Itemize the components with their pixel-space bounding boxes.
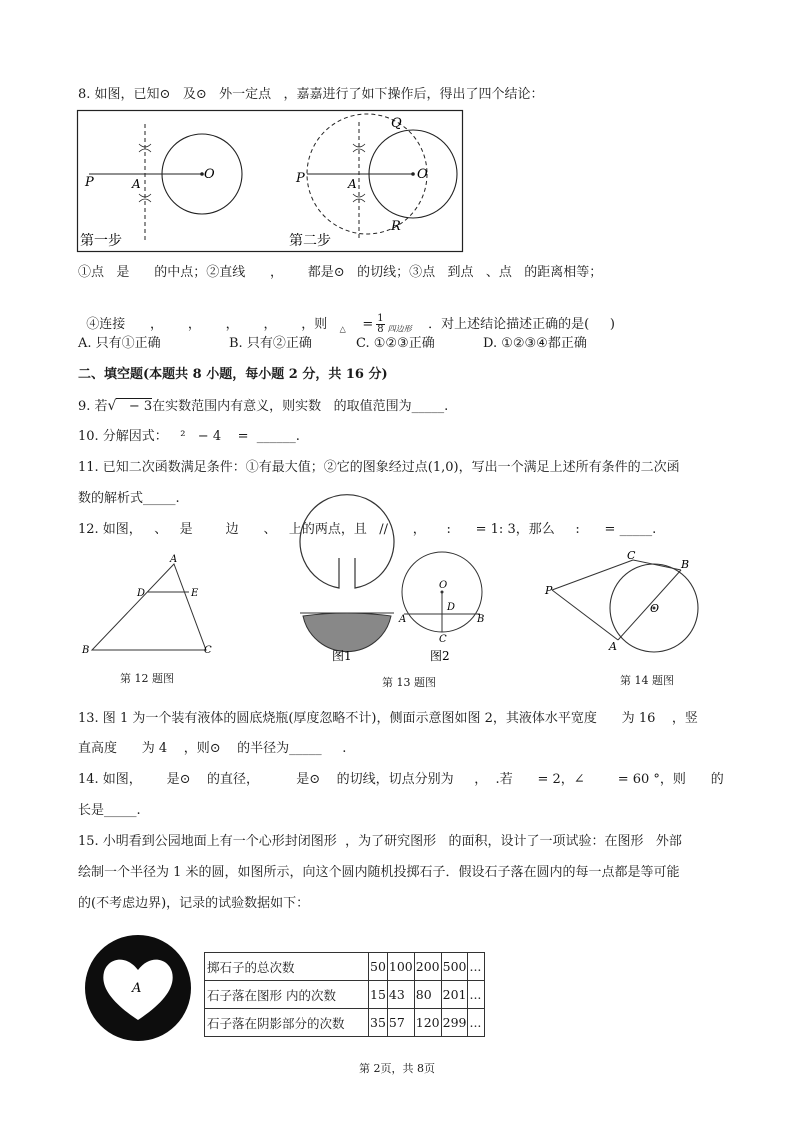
question-15-line-2: 绘制一个半径为 1 米的圆，如图所示，向这个圆内随机投掷石子．假设石子落在圆内的每一点都是等可能 bbox=[78, 865, 680, 880]
q9-suffix: 在实数范围内有意义，则实数 的取值范围为_____. bbox=[152, 399, 449, 414]
table-row-label: 石子落在阴影部分的次数 bbox=[205, 1009, 369, 1037]
figure-12 bbox=[78, 552, 218, 660]
fig14-label-P: P bbox=[545, 584, 553, 597]
fig8-left-caption: 第一步 bbox=[80, 233, 122, 249]
quadrilateral-subscript: 四边形 bbox=[387, 324, 412, 334]
conclusion-4-text: ④连接 ， ， ， ， ，则 bbox=[86, 317, 340, 332]
question-14-line-2: 长是_____. bbox=[78, 803, 141, 818]
question-11-line-2: 数的解析式_____. bbox=[78, 491, 180, 506]
fig12-label-E: E bbox=[191, 588, 199, 599]
table-cell: 201 bbox=[441, 981, 468, 1009]
question-13-line-2: 直高度 为 4 ，则⊙ 的半径为_____ . bbox=[78, 741, 347, 756]
table-cell: 200 bbox=[414, 953, 441, 981]
fig12-caption: 第 12 题图 bbox=[120, 672, 174, 685]
table-cell: 80 bbox=[414, 981, 441, 1009]
fraction-one-eighth: $\frac{1}{8}$ bbox=[377, 313, 384, 335]
table-cell: 120 bbox=[414, 1009, 441, 1037]
fig8-right-caption: 第二步 bbox=[289, 233, 331, 249]
table-cell: 57 bbox=[387, 1009, 414, 1037]
option-d[interactable]: D. ①②③④都正确 bbox=[483, 336, 587, 351]
question-11-line-1: 11. 已知二次函数满足条件：①有最大值；②它的图象经过点(1,0)，写出一个满足上述所有条件的二次函 bbox=[78, 460, 680, 475]
fig8-right-label-Q: Q bbox=[391, 116, 402, 131]
fig14-label-A: A bbox=[609, 640, 617, 653]
table-cell: 500 bbox=[441, 953, 468, 981]
fig13-label-C: C bbox=[439, 634, 447, 645]
fig13-label-A: A bbox=[399, 614, 407, 625]
figure-15-heart-circle bbox=[84, 934, 192, 1042]
fig14-caption: 第 14 题图 bbox=[620, 674, 674, 687]
fig8-right-label-P: P bbox=[296, 171, 305, 186]
fig8-right-label-O: O bbox=[417, 167, 428, 182]
fig14-label-C: C bbox=[627, 549, 636, 562]
table-cell: ... bbox=[468, 1009, 485, 1037]
q9-prefix: 9. 若 bbox=[78, 399, 108, 414]
table-row bbox=[205, 1009, 485, 1037]
question-8-stem: 8. 如图，已知⊙ 及⊙ 外一定点 ，嘉嘉进行了如下操作后，得出了四个结论： bbox=[78, 87, 544, 102]
table-row bbox=[205, 953, 485, 981]
table-row-label: 掷石子的总次数 bbox=[205, 953, 369, 981]
triangle-symbol: △ bbox=[339, 324, 346, 334]
fig14-label-B: B bbox=[681, 558, 690, 571]
figure-13 bbox=[292, 552, 492, 664]
table-cell: 35 bbox=[369, 1009, 388, 1037]
fig13-label-B: B bbox=[477, 614, 485, 625]
fig8-left-label-A: A bbox=[132, 177, 141, 191]
option-b[interactable]: B. 只有②正确 bbox=[229, 336, 312, 351]
q9-radicand: − 3 bbox=[116, 399, 153, 414]
table-row bbox=[205, 981, 485, 1009]
question-15-line-3: 的(不考虑边界)，记录的试验数据如下： bbox=[78, 896, 310, 911]
fig14-label-O: O bbox=[650, 602, 660, 615]
table-cell: 299 bbox=[441, 1009, 468, 1037]
fig8-left-label-P: P bbox=[85, 175, 94, 190]
question-10: 10. 分解因式： ² − 4 = ______. bbox=[78, 429, 300, 444]
question-14-line-1: 14. 如图， 是⊙ 的直径， 是⊙ 的切线，切点分别为 ， .若 = 2，∠ = 60 °，则 的 bbox=[78, 772, 724, 787]
fig8-left-label-O: O bbox=[204, 167, 215, 182]
question-8-figure bbox=[77, 110, 463, 252]
table-cell: 100 bbox=[387, 953, 414, 981]
table-cell: 50 bbox=[369, 953, 388, 981]
fig13-label-O: O bbox=[439, 580, 448, 591]
section-title-fill-in: 二、填空题(本题共 8 小题，每小题 2 分，共 16 分) bbox=[78, 367, 388, 382]
equals-sign: = bbox=[362, 317, 374, 332]
option-a[interactable]: A. 只有①正确 bbox=[78, 336, 161, 351]
fig12-label-A: A bbox=[170, 554, 178, 565]
fig13-caption-1: 图1 bbox=[332, 649, 352, 663]
figure-14 bbox=[538, 549, 698, 656]
option-c[interactable]: C. ①②③正确 bbox=[356, 336, 435, 351]
fig8-right-label-R: R bbox=[391, 219, 401, 234]
page-footer: 第 2页，共 8页 bbox=[359, 1062, 435, 1075]
table-cell: 15 bbox=[369, 981, 388, 1009]
question-15-line-1: 15. 小明看到公园地面上有一个心形封闭图形 ，为了研究图形 的面积，设计了一项试验：在图形 外部 bbox=[78, 834, 682, 849]
table-cell: ... bbox=[468, 981, 485, 1009]
question-8-conclusions-1: ①点 是 的中点；②直线 ， 都是⊙ 的切线；③点 到点 、点 的距离相等； bbox=[78, 265, 603, 280]
fig12-label-D: D bbox=[137, 588, 146, 599]
question-12: 12. 如图， 、 是 边 、 上的两点，且 // ， : = 1: 3，那么 : = _____. bbox=[78, 522, 657, 537]
question-9 bbox=[78, 397, 448, 416]
table-cell: ... bbox=[468, 953, 485, 981]
fig12-label-B: B bbox=[82, 645, 90, 656]
conclusion-question: ．对上述结论描述正确的是( ) bbox=[428, 317, 615, 332]
fig13-label-D: D bbox=[447, 602, 456, 613]
table-cell: 43 bbox=[387, 981, 414, 1009]
question-13-line-1: 13. 图 1 为一个装有液体的圆底烧瓶(厚度忽略不计)，侧面示意图如图 2，其液体水平宽度 为 16 ，竖 bbox=[78, 711, 698, 726]
sqrt-symbol: √ bbox=[107, 398, 117, 414]
experiment-data-table bbox=[204, 952, 485, 1037]
question-8-conclusions-2 bbox=[78, 296, 615, 339]
fig8-right-label-A: A bbox=[348, 177, 357, 191]
fig12-label-C: C bbox=[204, 645, 212, 656]
fig13-caption: 第 13 题图 bbox=[382, 676, 436, 689]
table-row-label: 石子落在图形 内的次数 bbox=[205, 981, 369, 1009]
fig13-caption-2: 图2 bbox=[430, 649, 450, 663]
fig15-label-A: A bbox=[132, 981, 142, 996]
